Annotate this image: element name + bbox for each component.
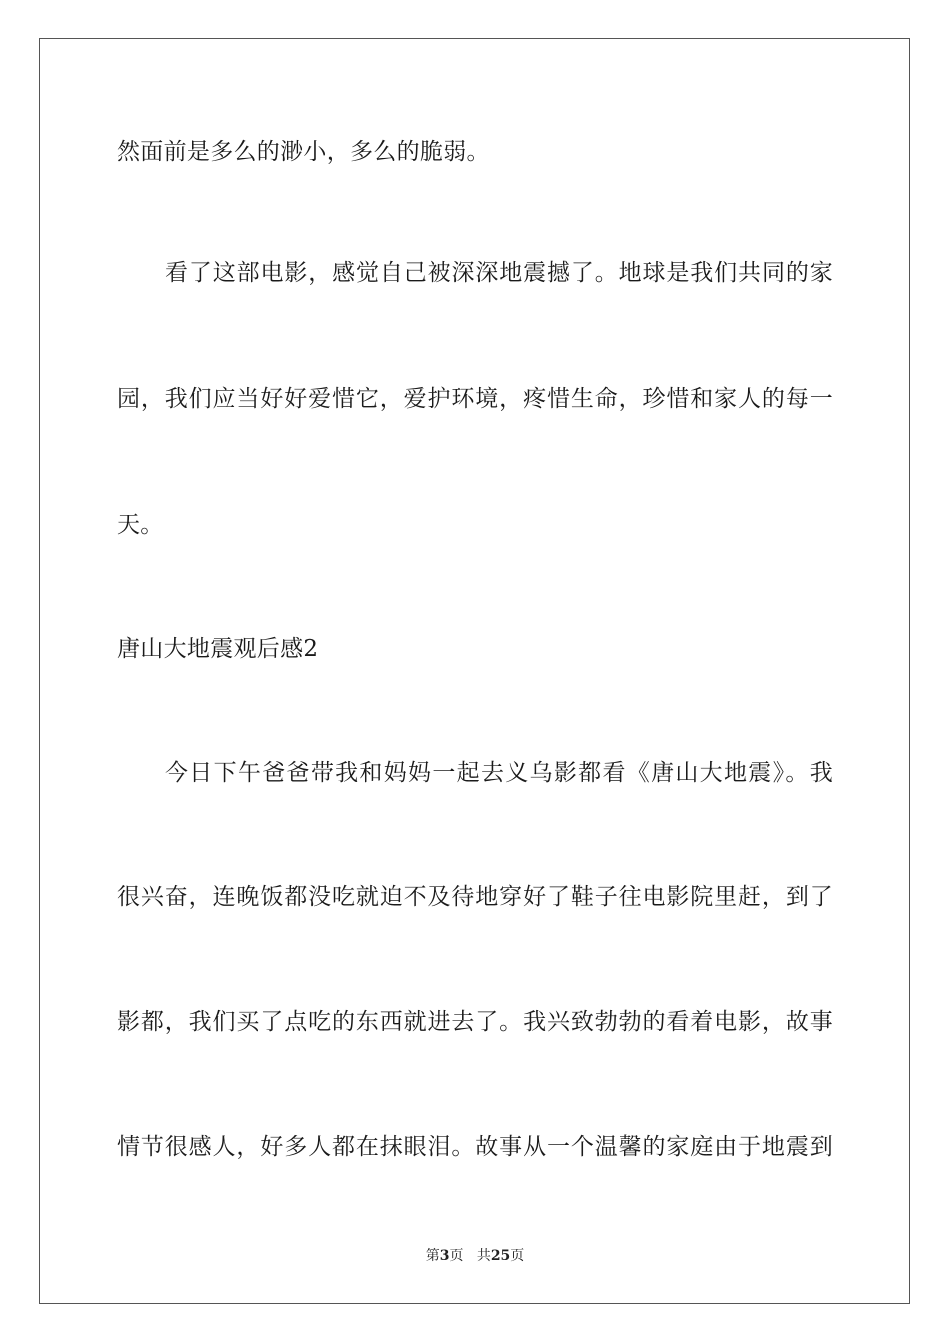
text-line: 天。 bbox=[117, 512, 164, 538]
paragraph-first-line: 看了这部电影，感觉自己被深深地震撼了。地球是我们共同的家 bbox=[165, 260, 833, 286]
text-line: 园，我们应当好好爱惜它，爱护环境，疼惜生命，珍惜和家人的每一 bbox=[117, 386, 833, 412]
total-prefix: 共 bbox=[476, 1248, 491, 1264]
total-suffix: 页 bbox=[510, 1248, 525, 1264]
text-line: 影都，我们买了点吃的东西就进去了。我兴致勃勃的看着电影，故事 bbox=[117, 1009, 833, 1035]
page-footer bbox=[0, 1247, 950, 1265]
text-line: 然面前是多么的渺小，多么的脆弱。 bbox=[117, 139, 490, 165]
text-line: 情节很感人，好多人都在抹眼泪。故事从一个温馨的家庭由于地震到 bbox=[117, 1134, 833, 1160]
page-suffix: 页 bbox=[449, 1248, 464, 1264]
paragraph-first-line: 今日下午爸爸带我和妈妈一起去义乌影都看《唐山大地震》。我 bbox=[165, 760, 833, 786]
section-heading: 唐山大地震观后感2 bbox=[117, 636, 319, 662]
total-pages: 25 bbox=[490, 1248, 511, 1264]
page-prefix: 第 bbox=[425, 1248, 440, 1264]
page-frame bbox=[39, 38, 910, 1304]
text-line: 很兴奋，连晚饭都没吃就迫不及待地穿好了鞋子往电影院里赶，到了 bbox=[117, 884, 833, 910]
page-number: 3 bbox=[439, 1248, 450, 1264]
